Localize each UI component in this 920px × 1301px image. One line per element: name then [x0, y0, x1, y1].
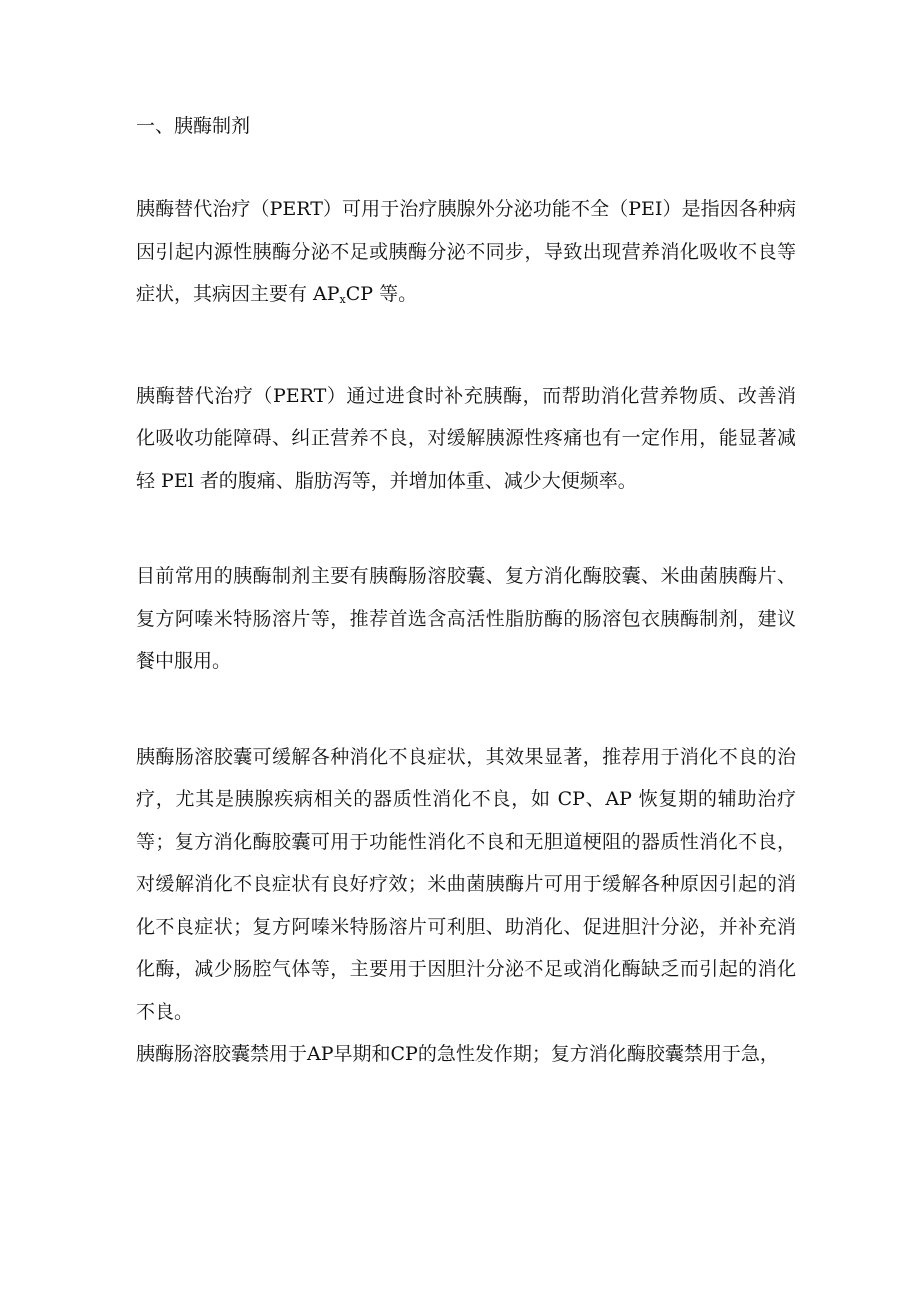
paragraph-contraindications: 胰酶肠溶胶囊禁用于AP早期和CP的急性发作期；复方消化酶胶囊禁用于急， [136, 1043, 779, 1065]
document-page [136, 108, 796, 1076]
paragraph-common-preparations: 目前常用的胰酶制剂主要有胰酶肠溶胶囊、复方消化酶胶囊、米曲菌胰酶片、复方阿嗪米特肠溶片等，推荐首选含高活性脂肪酶的肠溶包衣胰酶制剂，建议餐中服用。 [136, 565, 796, 672]
paragraph-pert-definition [136, 188, 796, 322]
section-heading: 一、胰酶制剂 [136, 115, 251, 137]
subscript-x: x [339, 293, 346, 306]
paragraph-pert-definition-text: 胰酶替代治疗（PERT）可用于治疗胰腺外分泌功能不全（PEI）是指因各种病因引起内源性胰酶分泌不足或胰酶分泌不同步，导致出现营养消化吸收不良等症状，其病因主要有 AP [136, 198, 796, 305]
paragraph-pert-definition-tail: CP 等。 [345, 283, 418, 305]
paragraph-pert-effects: 胰酶替代治疗（PERT）通过进食时补充胰酶，而帮助消化营养物质、改善消化吸收功能障碍、纠正营养不良，对缓解胰源性疼痛也有一定作用，能显著减轻 PEl 者的腹痛、脂肪泻等，并增加体重、减少大便频率。 [136, 384, 796, 492]
paragraph-indications: 胰酶肠溶胶囊可缓解各种消化不良症状，其效果显著，推荐用于消化不良的治疗，尤其是胰腺疾病相关的器质性消化不良，如 CP、AP 恢复期的辅助治疗等；复方消化酶胶囊可用于功能性消化不良和无胆道梗阻的器质性消化不良，对缓解消化不良症状有良好疗效；米曲菌胰酶片可用于缓解各种原因引起的消化不良症状；复方阿嗪米特肠溶片可利胆、助消化、促进胆汁分泌，并补充消化酶，减少肠腔气体等，主要用于因胆汁分泌不足或消化酶缺乏而引起的消化不良。 [136, 745, 796, 1023]
